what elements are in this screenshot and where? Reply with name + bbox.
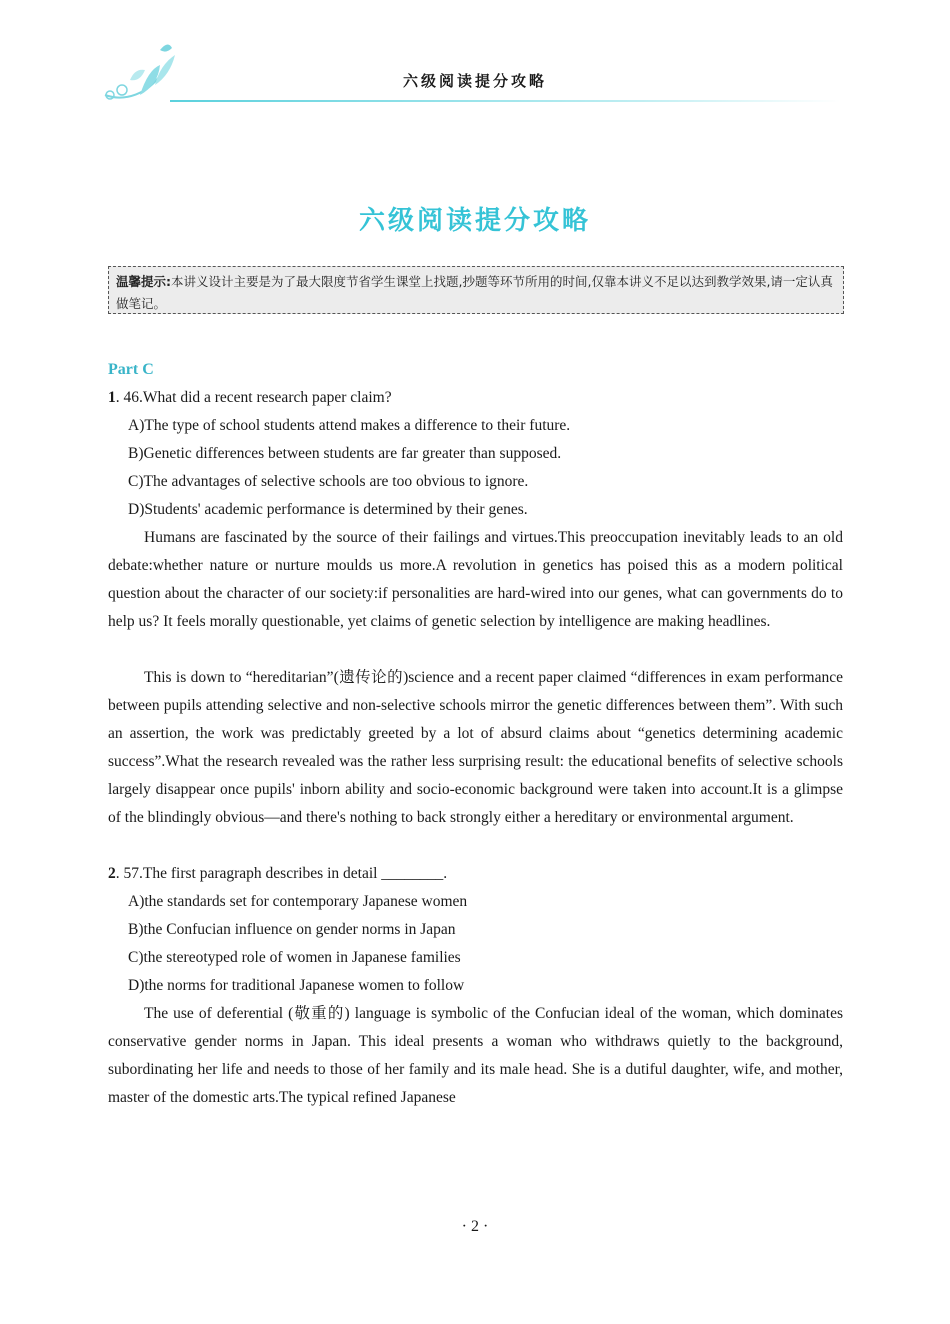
- option-a: A)the standards set for contemporary Japanese women: [128, 893, 468, 910]
- question-prompt: . 46.What did a recent research paper claim?: [115, 389, 392, 406]
- option-a: A)The type of school students attend makes a difference to their future.: [128, 417, 571, 434]
- question-number: 2: [108, 865, 116, 882]
- header-rule: [170, 100, 840, 102]
- passage-paragraph: Humans are fascinated by the source of their failings and virtues.This preoccupation inevitably leads to an old debate:whether nature or nurture moulds us more.A revolution in genetics has poised this as a modern political question about the character of our society:if personalities are hard-wired into our genes, what can governments do to help us? It feels morally questionable, yet claims of genetic selection by intelligence are making headlines.: [108, 529, 843, 630]
- header-title: 六级阅读提分攻略: [402, 72, 547, 90]
- question-2: [108, 860, 843, 888]
- option-d: D)Students' academic performance is determined by their genes.: [128, 501, 528, 518]
- tip-text: 本讲义设计主要是为了最大限度节省学生课堂上找题,抄题等环节所用的时间,仅靠本讲义不足以达到教学效果,请一定认真做笔记。: [116, 274, 833, 311]
- option-b: B)the Confucian influence on gender norms in Japan: [128, 921, 456, 938]
- document-title: 六级阅读提分攻略: [358, 206, 591, 236]
- page-number: · 2 ·: [461, 1218, 489, 1235]
- question-number: 1: [108, 389, 116, 406]
- passage-paragraph: This is down to “hereditarian”(遗传论的)science and a recent paper claimed “differences in exam performance between pupils attending selective and non-selective schools mirror the genetic differences between them”. With such an assertion, the work was predictably greeted by a lot of absurd claims about “genetics determining academic success”.What the research revealed was the rather less surprising result: the educational benefits of selective schools largely disappear once pupils' inborn ability and socio-economic background were taken into account.It is a glimpse of the blindingly obvious—and there's nothing to back strongly either a hereditary or environmental argument.: [108, 669, 843, 826]
- tip-label: 温馨提示:: [116, 274, 171, 289]
- option-c: C)The advantages of selective schools are too obvious to ignore.: [128, 473, 529, 490]
- option-d: D)the norms for traditional Japanese women to follow: [128, 977, 465, 994]
- question-1: [108, 384, 843, 412]
- part-label: Part C: [108, 361, 154, 378]
- tip-box: [108, 266, 844, 314]
- option-c: C)the stereotyped role of women in Japanese families: [128, 949, 461, 966]
- passage-paragraph: The use of deferential (敬重的) language is symbolic of the Confucian ideal of the woman, which dominates conservative gender norms in Japan. This ideal presents a woman who withdraws quietly to the background, subordinating her life and needs to those of her family and its male head. She is a dutiful daughter, wife, and mother, master of the domestic arts.The typical refined Japanese: [108, 1005, 843, 1106]
- question-prompt: . 57.The first paragraph describes in detail ________.: [115, 865, 448, 882]
- main-content: [108, 356, 843, 1112]
- option-b: B)Genetic differences between students are far greater than supposed.: [128, 445, 562, 462]
- floral-ornament-icon: [100, 40, 180, 106]
